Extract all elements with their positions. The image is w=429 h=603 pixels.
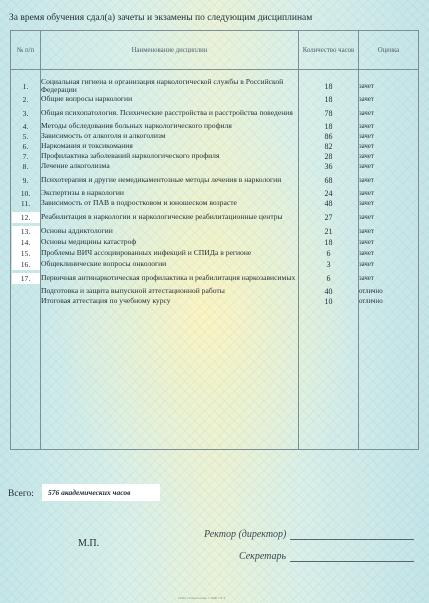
row-num-label: 16.	[12, 259, 40, 270]
table-header-row	[11, 31, 419, 70]
table-row	[11, 142, 419, 152]
row-hours: 78	[299, 105, 359, 122]
row-hours: 28	[299, 152, 359, 162]
row-grade: зачет	[359, 142, 419, 152]
row-num: 1.	[11, 78, 41, 95]
row-grade: зачет	[359, 152, 419, 162]
table-body	[11, 70, 419, 450]
disciplines-table	[10, 30, 419, 450]
row-name: Социальная гигиена и организация наркологической службы в Российской Федерации	[41, 78, 299, 95]
row-num: 8.	[11, 162, 41, 172]
final-row-grade: отлично	[359, 297, 419, 307]
final-row-name: Итоговая аттестация по учебному курсу	[41, 297, 299, 307]
table-row	[11, 270, 419, 287]
row-num	[11, 248, 41, 259]
secretary-signature-line	[290, 561, 414, 562]
printer-footer: ООО «Технология» ▪ 2000 ▪ Б.Т	[178, 596, 226, 600]
table-row	[11, 132, 419, 142]
header-hours: Количество часов	[299, 31, 359, 70]
row-num: 9.	[11, 172, 41, 189]
row-name: Основы аддиктологии	[41, 226, 299, 237]
row-hours: 68	[299, 172, 359, 189]
row-num	[11, 237, 41, 248]
row-num-label: 12.	[12, 212, 40, 223]
row-hours: 18	[299, 78, 359, 95]
row-grade: зачет	[359, 162, 419, 172]
final-row-name: Подготовка и защита выпускной аттестационной работы	[41, 287, 299, 297]
intro-text: За время обучения сдал(а) зачеты и экзамены по следующим дисциплинам	[9, 13, 313, 23]
row-name: Первичная антинаркотическая профилактика и реабилитация наркозависимых	[41, 270, 299, 287]
row-hours: 18	[299, 95, 359, 105]
total-hours: 576 академических часов	[42, 484, 160, 501]
table-row	[11, 95, 419, 105]
table-row	[11, 259, 419, 270]
row-num: 10.	[11, 189, 41, 199]
row-num-label: 13.	[12, 226, 40, 237]
row-num: 6.	[11, 142, 41, 152]
row-num-label: 14.	[12, 237, 40, 248]
row-grade: зачет	[359, 122, 419, 132]
row-num	[11, 297, 41, 307]
row-name: Общие вопросы наркологии	[41, 95, 299, 105]
row-grade: зачет	[359, 259, 419, 270]
row-num	[11, 209, 41, 226]
final-row	[11, 297, 419, 307]
row-hours: 48	[299, 199, 359, 209]
row-num: 2.	[11, 95, 41, 105]
row-grade: зачет	[359, 132, 419, 142]
table-row	[11, 189, 419, 199]
row-name: Экспертизы в наркологии	[41, 189, 299, 199]
row-name: Наркомания и токсикомания	[41, 142, 299, 152]
header-name: Наименование дисциплин	[41, 31, 299, 70]
row-hours: 24	[299, 189, 359, 199]
header-grade: Оценка	[359, 31, 419, 70]
row-hours: 6	[299, 248, 359, 259]
final-row	[11, 287, 419, 297]
header-num: № п/п	[11, 31, 41, 70]
total-label: Всего:	[8, 489, 34, 499]
row-hours: 21	[299, 226, 359, 237]
table-row	[11, 105, 419, 122]
row-grade: зачет	[359, 237, 419, 248]
row-grade: зачет	[359, 78, 419, 95]
rector-label: Ректор (директор)	[204, 529, 287, 540]
row-grade: зачет	[359, 189, 419, 199]
row-name: Основы медицины катастроф	[41, 237, 299, 248]
final-row-grade: отлично	[359, 287, 419, 297]
row-num-label: 17.	[12, 273, 40, 284]
row-grade: зачет	[359, 105, 419, 122]
table-row	[11, 199, 419, 209]
row-hours: 3	[299, 259, 359, 270]
row-num: 3.	[11, 105, 41, 122]
row-hours: 36	[299, 162, 359, 172]
row-hours: 18	[299, 122, 359, 132]
secretary-label: Секретарь	[239, 551, 287, 562]
row-num	[11, 270, 41, 287]
row-num: 7.	[11, 152, 41, 162]
row-hours: 82	[299, 142, 359, 152]
row-hours: 6	[299, 270, 359, 287]
row-grade: зачет	[359, 270, 419, 287]
row-name: Методы обследования больных наркологического профиля	[41, 122, 299, 132]
rector-signature-line	[290, 539, 414, 540]
table-row	[11, 162, 419, 172]
table-row	[11, 209, 419, 226]
row-name: Реабилитация в наркологии и наркологические реабилитационные центры	[41, 209, 299, 226]
row-grade: зачет	[359, 248, 419, 259]
final-row-hours: 10	[299, 297, 359, 307]
row-num: 5.	[11, 132, 41, 142]
row-name: Профилактика заболеваний наркологического профиля	[41, 152, 299, 162]
row-name: Лечение алкоголизма	[41, 162, 299, 172]
row-name: Зависимость от ПАВ в подростковом и юношеском возрасте	[41, 199, 299, 209]
table-row	[11, 237, 419, 248]
row-num	[11, 287, 41, 297]
row-grade: зачет	[359, 199, 419, 209]
row-name: Психотерапия и другие немедикаментозные методы лечения в наркологии	[41, 172, 299, 189]
row-grade: зачет	[359, 226, 419, 237]
row-num: 11.	[11, 199, 41, 209]
table-row	[11, 122, 419, 132]
seal-place-label: М.П.	[78, 538, 100, 549]
row-hours: 27	[299, 209, 359, 226]
table-row	[11, 78, 419, 95]
row-num: 4.	[11, 122, 41, 132]
row-name: Общая психопатология. Психические расстройства и расстройства поведения	[41, 105, 299, 122]
table-row	[11, 172, 419, 189]
row-name: Проблемы ВИЧ ассоциированных инфекций и СПИДа в регионе	[41, 248, 299, 259]
table-row	[11, 248, 419, 259]
row-hours: 86	[299, 132, 359, 142]
row-name: Зависимость от алкоголя и алкоголизм	[41, 132, 299, 142]
row-grade: зачет	[359, 209, 419, 226]
row-num	[11, 226, 41, 237]
row-num-label: 15.	[12, 248, 40, 259]
row-grade: зачет	[359, 95, 419, 105]
row-num	[11, 259, 41, 270]
table-row	[11, 226, 419, 237]
row-name: Общеклинические вопросы онкологии	[41, 259, 299, 270]
row-hours: 18	[299, 237, 359, 248]
final-row-hours: 40	[299, 287, 359, 297]
row-grade: зачет	[359, 172, 419, 189]
filler-row	[11, 307, 419, 450]
table-row	[11, 152, 419, 162]
